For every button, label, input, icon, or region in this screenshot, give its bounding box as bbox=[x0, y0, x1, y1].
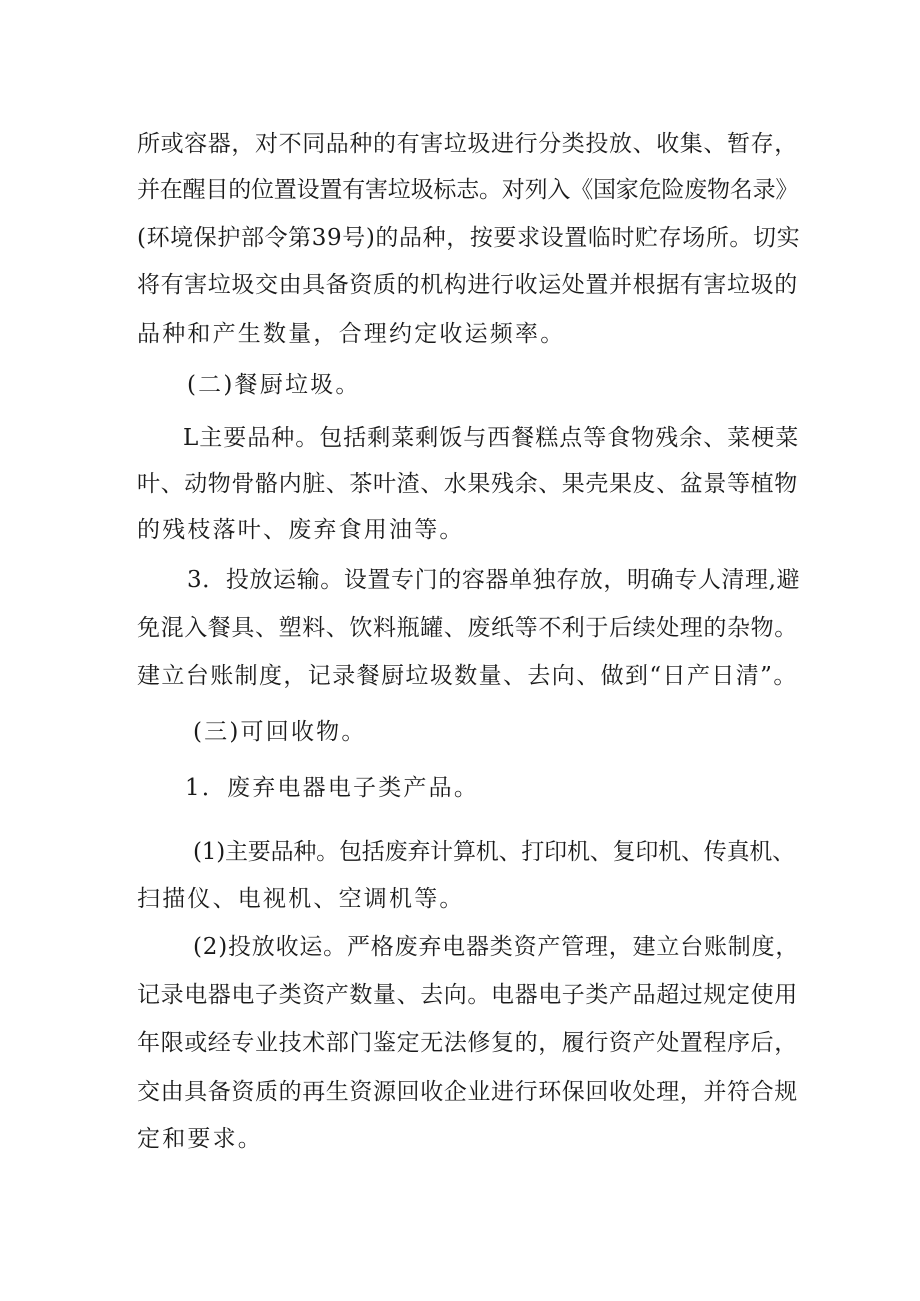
subsection-heading: 1．废弃电器电子类产品。 bbox=[185, 775, 480, 801]
text-line: 交由具备资质的再生资源回收企业进行环保回收处理，并符合规 bbox=[137, 1079, 798, 1105]
text-line: 免混入餐具、塑料、饮料瓶罐、废纸等不利于后续处理的杂物。 bbox=[137, 615, 798, 641]
text-line: 定和要求。 bbox=[137, 1126, 263, 1152]
section-heading: (三)可回收物。 bbox=[193, 719, 367, 745]
text-line: 3．投放运输。设置专门的容器单独存放，明确专人清理,避 bbox=[187, 567, 801, 593]
text-line: (1)主要品种。包括废弃计算机、打印机、复印机、传真机、 bbox=[193, 839, 795, 865]
section-heading: (二)餐厨垃圾。 bbox=[187, 372, 361, 398]
text-line: 叶、动物骨骼内脏、茶叶渣、水果残余、果壳果皮、盆景等植物 bbox=[137, 471, 798, 497]
text-line: 所或容器，对不同品种的有害垃圾进行分类投放、收集、暂存， bbox=[137, 131, 798, 157]
text-line: 品种和产生数量，合理约定收运频率。 bbox=[137, 321, 566, 347]
text-line: 将有害垃圾交由具备资质的机构进行收运处置并根据有害垃圾的 bbox=[137, 272, 798, 298]
text-line: 的残枝落叶、废弃食用油等。 bbox=[137, 517, 465, 543]
text-line: L主要品种。包括剩菜剩饭与西餐糕点等食物残余、菜梗菜 bbox=[183, 425, 800, 451]
text-line: 年限或经专业技术部门鉴定无法修复的，履行资产处置程序后， bbox=[137, 1030, 798, 1056]
text-line: (环境保护部令第39号)的品种，按要求设置临时贮存场所。切实 bbox=[137, 225, 801, 251]
text-line: (2)投放收运。严格废弃电器类资产管理，建立台账制度， bbox=[193, 934, 800, 960]
text-line: 建立台账制度，记录餐厨垃圾数量、去向、做到“日产日清”。 bbox=[137, 663, 798, 689]
text-line: 扫描仪、电视机、空调机等。 bbox=[137, 886, 465, 912]
text-line: 并在醒目的位置设置有害垃圾标志。对列入《国家危险废物名录》 bbox=[137, 177, 799, 203]
text-line: 记录电器电子类资产数量、去向。电器电子类产品超过规定使用 bbox=[137, 982, 798, 1008]
